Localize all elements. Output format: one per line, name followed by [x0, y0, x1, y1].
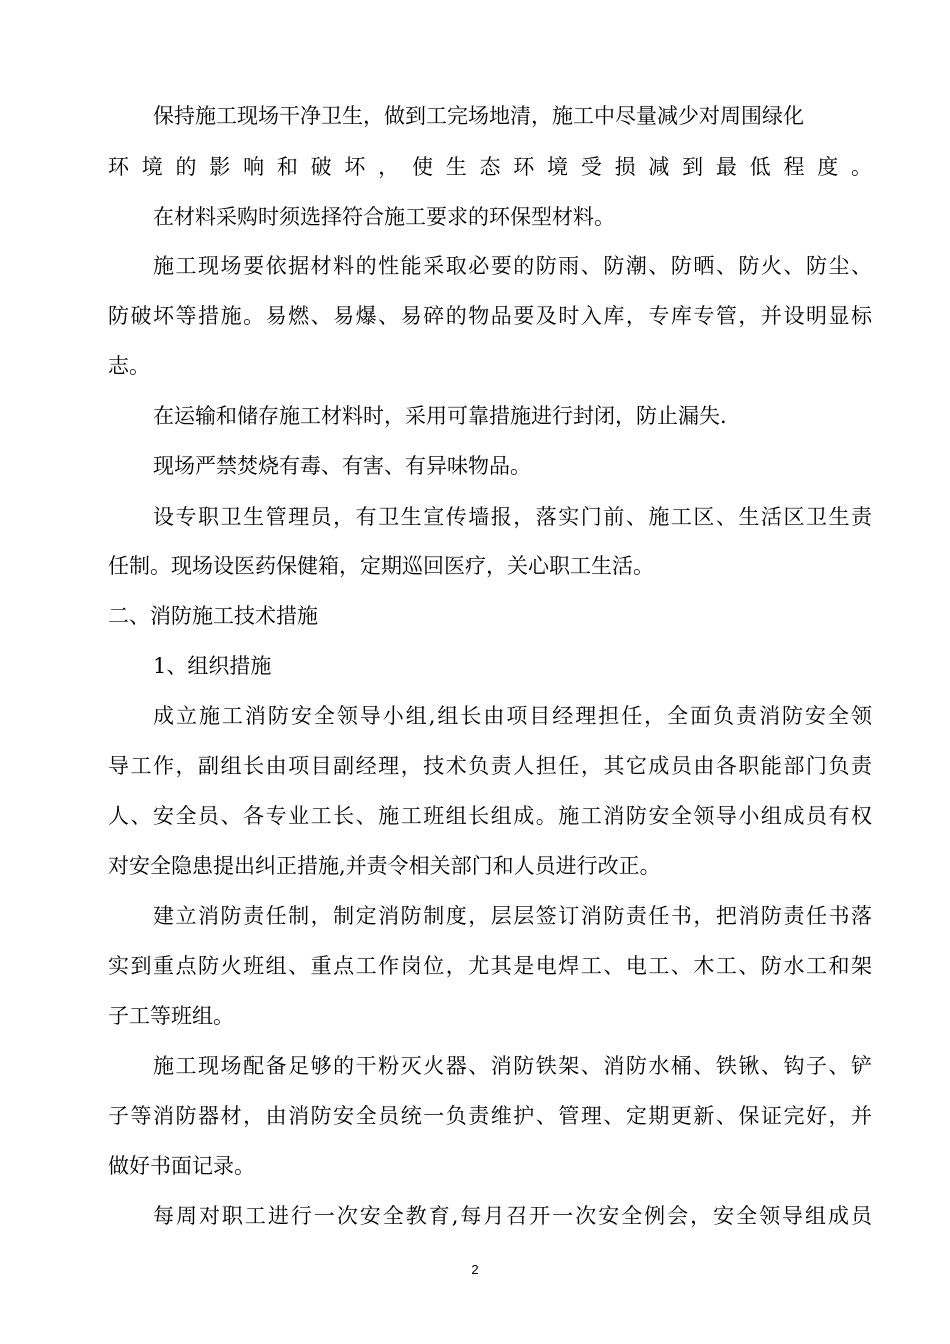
subsection-heading: 1、组织措施 [153, 654, 272, 678]
text-line: 在运输和储存施工材料时，采用可靠措施进行封闭，防止漏失. [153, 404, 727, 428]
text-line: 环境的影响和破坏，使生态环境受损减到最低程度。 [108, 155, 872, 179]
text-line: 对安全隐患提出纠正措施,并责令相关部门和人员进行改正。 [108, 854, 661, 878]
text-line: 人、安全员、各专业工长、施工班组长组成。施工消防安全领导小组成员有权 [108, 804, 872, 828]
text-line: 导工作，副组长由项目副经理，技术负责人担任，其它成员由各职能部门负责 [108, 754, 872, 778]
text-line: 每周对职工进行一次安全教育,每月召开一次安全例会，安全领导组成员 [153, 1204, 872, 1228]
text-line: 建立消防责任制，制定消防制度，层层签订消防责任书，把消防责任书落 [153, 904, 872, 928]
text-line: 子等消防器材，由消防安全员统一负责维护、管理、定期更新、保证完好，并 [108, 1104, 872, 1128]
page-number: 2 [471, 1262, 479, 1277]
text-line: 实到重点防火班组、重点工作岗位，尤其是电焊工、电工、木工、防水工和架 [108, 954, 872, 978]
text-line: 施工现场配备足够的干粉灭火器、消防铁架、消防水桶、铁锹、钩子、铲 [153, 1054, 872, 1078]
text-line: 施工现场要依据材料的性能采取必要的防雨、防潮、防晒、防火、防尘、 [153, 254, 872, 278]
text-line: 志。 [108, 354, 150, 378]
text-line: 现场严禁焚烧有毒、有害、有异味物品。 [153, 454, 531, 478]
text-line: 防破坏等措施。易燃、易爆、易碎的物品要及时入库，专库专管，并设明显标 [108, 304, 872, 328]
text-line: 保持施工现场干净卫生，做到工完场地清，施工中尽量减少对周围绿化 [153, 104, 804, 128]
text-line: 做好书面记录。 [108, 1154, 255, 1178]
text-line: 在材料采购时须选择符合施工要求的环保型材料。 [153, 205, 615, 229]
text-line: 成立施工消防安全领导小组,组长由项目经理担任，全面负责消防安全领 [153, 704, 872, 728]
text-line: 子工等班组。 [108, 1004, 234, 1028]
section-heading: 二、消防施工技术措施 [108, 604, 318, 628]
text-line: 设专职卫生管理员，有卫生宣传墙报，落实门前、施工区、生活区卫生责 [153, 505, 872, 529]
text-line: 任制。现场设医药保健箱，定期巡回医疗，关心职工生活。 [108, 554, 654, 578]
